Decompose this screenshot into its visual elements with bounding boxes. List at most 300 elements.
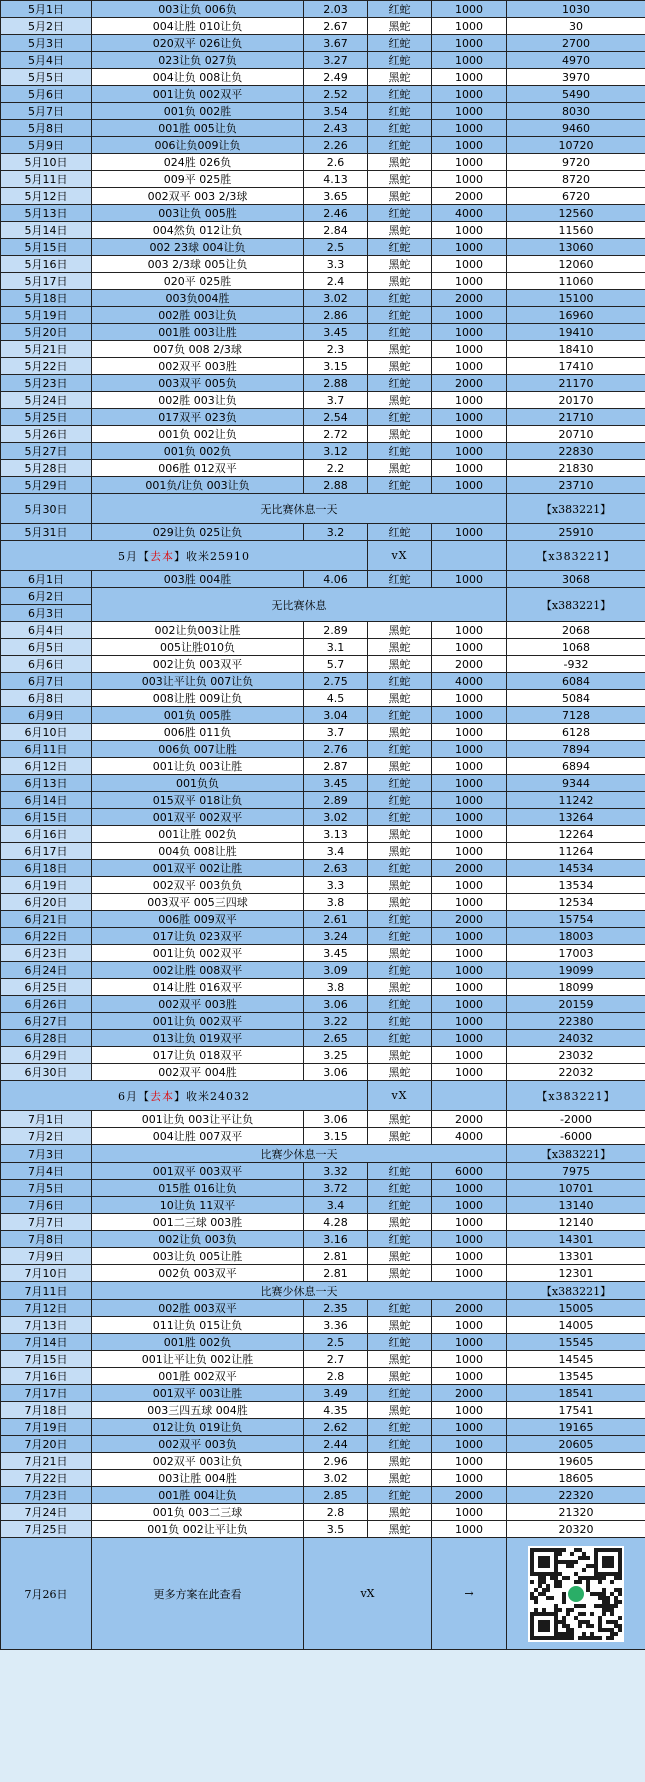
stake-cell: 1000 xyxy=(432,622,507,639)
result-type-cell: 红蛇 xyxy=(368,962,432,979)
odds-cell: 3.3 xyxy=(304,877,368,894)
win-row xyxy=(1,996,645,1013)
stake-cell: 1000 xyxy=(432,1351,507,1368)
match-cell: 002让胜 008双平 xyxy=(92,962,304,979)
total-cell: 7975 xyxy=(507,1163,645,1180)
total-cell: 13301 xyxy=(507,1248,645,1265)
match-cell: 003负004胜 xyxy=(92,290,304,307)
match-cell: 001负 002让平让负 xyxy=(92,1521,304,1538)
loss-row xyxy=(1,1248,645,1265)
win-row xyxy=(1,571,645,588)
stake-cell: 1000 xyxy=(432,392,507,409)
match-cell: 001负负 xyxy=(92,775,304,792)
result-type-cell: 黑蛇 xyxy=(368,690,432,707)
win-row xyxy=(1,524,645,541)
stake-cell: 1000 xyxy=(432,1504,507,1521)
win-row xyxy=(1,1487,645,1504)
odds-cell: 2.5 xyxy=(304,1334,368,1351)
win-row xyxy=(1,962,645,979)
total-cell: 20605 xyxy=(507,1436,645,1453)
loss-row xyxy=(1,69,645,86)
odds-cell: 2.89 xyxy=(304,622,368,639)
total-cell: 13545 xyxy=(507,1368,645,1385)
stake-cell: 2000 xyxy=(432,1111,507,1128)
summary-highlight: 去本 xyxy=(150,549,174,563)
total-cell: 19410 xyxy=(507,324,645,341)
result-type-cell: 红蛇 xyxy=(368,1385,432,1402)
odds-cell: 3.22 xyxy=(304,1013,368,1030)
odds-cell: 2.88 xyxy=(304,375,368,392)
date-cell: 6月25日 xyxy=(1,979,92,996)
win-row xyxy=(1,137,645,154)
rest-note-cell: 无比赛休息 xyxy=(92,588,507,622)
loss-row xyxy=(1,18,645,35)
stake-cell: 2000 xyxy=(432,188,507,205)
stake-cell: 1000 xyxy=(432,979,507,996)
match-cell: 006负 007让胜 xyxy=(92,741,304,758)
total-cell: 18605 xyxy=(507,1470,645,1487)
loss-row xyxy=(1,1453,645,1470)
date-cell: 6月18日 xyxy=(1,860,92,877)
odds-cell: 2.63 xyxy=(304,860,368,877)
date-cell: 5月6日 xyxy=(1,86,92,103)
match-cell: 001二三球 003胜 xyxy=(92,1214,304,1231)
odds-cell: 3.24 xyxy=(304,928,368,945)
match-cell: 002负 003双平 xyxy=(92,1265,304,1282)
date-cell: 7月18日 xyxy=(1,1402,92,1419)
total-cell: 12264 xyxy=(507,826,645,843)
stake-cell: 2000 xyxy=(432,290,507,307)
match-cell: 003让负 006负 xyxy=(92,1,304,18)
result-type-cell: 黑蛇 xyxy=(368,1248,432,1265)
match-cell: 002胜 003让负 xyxy=(92,307,304,324)
stake-cell: 1000 xyxy=(432,307,507,324)
match-cell: 001双平 002让胜 xyxy=(92,860,304,877)
odds-cell: 3.5 xyxy=(304,1521,368,1538)
win-row xyxy=(1,324,645,341)
total-cell: 11264 xyxy=(507,843,645,860)
total-cell: 22830 xyxy=(507,443,645,460)
date-cell: 7月5日 xyxy=(1,1180,92,1197)
footer-vx-cell: vX xyxy=(304,1538,432,1650)
result-type-cell: 黑蛇 xyxy=(368,460,432,477)
odds-cell: 2.62 xyxy=(304,1419,368,1436)
match-cell: 024胜 026负 xyxy=(92,154,304,171)
stake-cell: 1000 xyxy=(432,239,507,256)
match-cell: 002双平 003 2/3球 xyxy=(92,188,304,205)
odds-cell: 3.02 xyxy=(304,1470,368,1487)
match-cell: 002双平 003胜 xyxy=(92,996,304,1013)
stake-cell: 1000 xyxy=(432,358,507,375)
odds-cell: 2.6 xyxy=(304,154,368,171)
result-type-cell: 红蛇 xyxy=(368,1030,432,1047)
loss-row xyxy=(1,826,645,843)
total-cell: 21830 xyxy=(507,460,645,477)
total-cell: 11560 xyxy=(507,222,645,239)
footer-arrow-icon: → xyxy=(432,1538,507,1650)
win-row xyxy=(1,409,645,426)
match-cell: 003让胜 004胜 xyxy=(92,1470,304,1487)
total-cell: 15005 xyxy=(507,1300,645,1317)
match-cell: 003胜 004胜 xyxy=(92,571,304,588)
stake-cell: 1000 xyxy=(432,524,507,541)
odds-cell: 2.89 xyxy=(304,792,368,809)
match-cell: 002胜 003双平 xyxy=(92,1300,304,1317)
match-cell: 001双平 003双平 xyxy=(92,1163,304,1180)
loss-row xyxy=(1,460,645,477)
date-cell: 7月25日 xyxy=(1,1521,92,1538)
match-cell: 017双平 023负 xyxy=(92,409,304,426)
result-type-cell: 红蛇 xyxy=(368,443,432,460)
date-cell: 6月20日 xyxy=(1,894,92,911)
stake-cell: 6000 xyxy=(432,1163,507,1180)
stake-cell: 1000 xyxy=(432,69,507,86)
stake-cell: 1000 xyxy=(432,741,507,758)
rest-row xyxy=(1,494,645,524)
stake-cell: 1000 xyxy=(432,324,507,341)
stake-cell: 2000 xyxy=(432,860,507,877)
match-cell: 003双平 005三四球 xyxy=(92,894,304,911)
result-type-cell: 红蛇 xyxy=(368,928,432,945)
result-type-cell: 红蛇 xyxy=(368,673,432,690)
date-cell: 7月4日 xyxy=(1,1163,92,1180)
odds-cell: 3.15 xyxy=(304,358,368,375)
stake-cell: 1000 xyxy=(432,1047,507,1064)
loss-row xyxy=(1,426,645,443)
date-cell: 6月27日 xyxy=(1,1013,92,1030)
footer-date-cell: 7月26日 xyxy=(1,1538,92,1650)
qr-code-icon[interactable] xyxy=(528,1546,624,1642)
odds-cell: 3.8 xyxy=(304,979,368,996)
odds-cell: 2.49 xyxy=(304,69,368,86)
loss-row xyxy=(1,758,645,775)
odds-cell: 3.45 xyxy=(304,945,368,962)
result-type-cell: 黑蛇 xyxy=(368,154,432,171)
date-cell: 5月5日 xyxy=(1,69,92,86)
stake-cell: 1000 xyxy=(432,1317,507,1334)
result-type-cell: 黑蛇 xyxy=(368,341,432,358)
total-cell: 1030 xyxy=(507,1,645,18)
odds-cell: 3.45 xyxy=(304,324,368,341)
rest-date-cell: 7月3日 xyxy=(1,1145,92,1163)
stake-cell: 1000 xyxy=(432,1197,507,1214)
total-cell: 2068 xyxy=(507,622,645,639)
total-cell: 1068 xyxy=(507,639,645,656)
total-cell: 12534 xyxy=(507,894,645,911)
match-cell: 001胜 003让胜 xyxy=(92,324,304,341)
result-type-cell: 红蛇 xyxy=(368,1013,432,1030)
result-type-cell: 红蛇 xyxy=(368,239,432,256)
result-type-cell: 黑蛇 xyxy=(368,1402,432,1419)
total-cell: 6894 xyxy=(507,758,645,775)
odds-cell: 2.76 xyxy=(304,741,368,758)
month-summary-row xyxy=(1,541,645,571)
date-cell: 6月4日 xyxy=(1,622,92,639)
rest-date-cell: 6月3日 xyxy=(1,605,92,622)
date-cell: 5月31日 xyxy=(1,524,92,541)
odds-cell: 2.87 xyxy=(304,758,368,775)
stake-cell: 1000 xyxy=(432,273,507,290)
win-row xyxy=(1,1197,645,1214)
odds-cell: 3.65 xyxy=(304,188,368,205)
total-cell: 25910 xyxy=(507,524,645,541)
match-cell: 001负 002负 xyxy=(92,443,304,460)
total-cell: 5084 xyxy=(507,690,645,707)
date-cell: 6月13日 xyxy=(1,775,92,792)
rest-row xyxy=(1,588,645,605)
loss-row xyxy=(1,979,645,996)
total-cell: 12060 xyxy=(507,256,645,273)
date-cell: 5月7日 xyxy=(1,103,92,120)
loss-row xyxy=(1,1368,645,1385)
odds-cell: 3.4 xyxy=(304,1197,368,1214)
total-cell: 18410 xyxy=(507,341,645,358)
odds-cell: 2.2 xyxy=(304,460,368,477)
odds-cell: 4.5 xyxy=(304,690,368,707)
date-cell: 6月19日 xyxy=(1,877,92,894)
win-row xyxy=(1,1300,645,1317)
odds-cell: 2.61 xyxy=(304,911,368,928)
date-cell: 5月22日 xyxy=(1,358,92,375)
total-cell: 8720 xyxy=(507,171,645,188)
result-type-cell: 红蛇 xyxy=(368,860,432,877)
contact-code-cell: 【x383221】 xyxy=(507,494,645,524)
match-cell: 004负 008让胜 xyxy=(92,843,304,860)
win-row xyxy=(1,809,645,826)
match-cell: 003双平 005负 xyxy=(92,375,304,392)
total-cell: 12140 xyxy=(507,1214,645,1231)
stake-cell: 1000 xyxy=(432,341,507,358)
odds-cell: 3.49 xyxy=(304,1385,368,1402)
stake-cell: 4000 xyxy=(432,205,507,222)
total-cell: 23710 xyxy=(507,477,645,494)
date-cell: 6月7日 xyxy=(1,673,92,690)
date-cell: 7月23日 xyxy=(1,1487,92,1504)
result-type-cell: 黑蛇 xyxy=(368,392,432,409)
result-type-cell: 红蛇 xyxy=(368,775,432,792)
total-cell: 7894 xyxy=(507,741,645,758)
total-cell: 21320 xyxy=(507,1504,645,1521)
win-row xyxy=(1,775,645,792)
match-cell: 012让负 019让负 xyxy=(92,1419,304,1436)
win-row xyxy=(1,103,645,120)
loss-row xyxy=(1,1111,645,1128)
result-type-cell: 黑蛇 xyxy=(368,1504,432,1521)
odds-cell: 3.06 xyxy=(304,1064,368,1081)
match-cell: 003三四五球 004胜 xyxy=(92,1402,304,1419)
total-cell: 12301 xyxy=(507,1265,645,1282)
win-row xyxy=(1,1,645,18)
loss-row xyxy=(1,1504,645,1521)
loss-row xyxy=(1,877,645,894)
total-cell: 9720 xyxy=(507,154,645,171)
stake-cell: 1000 xyxy=(432,222,507,239)
match-cell: 007负 008 2/3球 xyxy=(92,341,304,358)
result-type-cell: 黑蛇 xyxy=(368,426,432,443)
match-cell: 003 2/3球 005让负 xyxy=(92,256,304,273)
date-cell: 5月19日 xyxy=(1,307,92,324)
stake-cell: 1000 xyxy=(432,1248,507,1265)
result-type-cell: 红蛇 xyxy=(368,571,432,588)
loss-row xyxy=(1,656,645,673)
odds-cell: 3.06 xyxy=(304,996,368,1013)
total-cell: -2000 xyxy=(507,1111,645,1128)
match-cell: 002双平 003负负 xyxy=(92,877,304,894)
vx-label-cell: vX xyxy=(368,1081,432,1111)
odds-cell: 3.7 xyxy=(304,392,368,409)
stake-cell: 1000 xyxy=(432,1419,507,1436)
loss-row xyxy=(1,188,645,205)
win-row xyxy=(1,1180,645,1197)
date-cell: 5月16日 xyxy=(1,256,92,273)
contact-code-cell: 【x383221】 xyxy=(507,1081,645,1111)
odds-cell: 3.3 xyxy=(304,256,368,273)
stake-cell: 2000 xyxy=(432,911,507,928)
odds-cell: 2.81 xyxy=(304,1248,368,1265)
stake-cell: 1000 xyxy=(432,103,507,120)
win-row xyxy=(1,1030,645,1047)
total-cell: 8030 xyxy=(507,103,645,120)
match-cell: 002胜 003让负 xyxy=(92,392,304,409)
result-type-cell: 黑蛇 xyxy=(368,1111,432,1128)
win-row xyxy=(1,673,645,690)
date-cell: 7月13日 xyxy=(1,1317,92,1334)
contact-code-cell: 【x383221】 xyxy=(507,1145,645,1163)
match-cell: 003让负 005胜 xyxy=(92,205,304,222)
vx-label-cell: vX xyxy=(368,541,432,571)
match-cell: 004让胜 010让负 xyxy=(92,18,304,35)
result-type-cell: 黑蛇 xyxy=(368,273,432,290)
date-cell: 6月8日 xyxy=(1,690,92,707)
stake-cell: 1000 xyxy=(432,409,507,426)
total-cell: 15754 xyxy=(507,911,645,928)
odds-cell: 5.7 xyxy=(304,656,368,673)
result-type-cell: 红蛇 xyxy=(368,52,432,69)
odds-cell: 3.25 xyxy=(304,1047,368,1064)
date-cell: 5月14日 xyxy=(1,222,92,239)
match-cell: 001负 005胜 xyxy=(92,707,304,724)
date-cell: 6月16日 xyxy=(1,826,92,843)
match-cell: 001胜 005让负 xyxy=(92,120,304,137)
result-type-cell: 红蛇 xyxy=(368,307,432,324)
stake-cell: 1000 xyxy=(432,1013,507,1030)
stake-cell: 1000 xyxy=(432,809,507,826)
odds-cell: 4.28 xyxy=(304,1214,368,1231)
stake-cell: 1000 xyxy=(432,1064,507,1081)
match-cell: 017让负 018双平 xyxy=(92,1047,304,1064)
blank-cell xyxy=(432,541,507,571)
month-summary-cell xyxy=(1,541,368,571)
stake-cell: 1000 xyxy=(432,1368,507,1385)
odds-cell: 3.1 xyxy=(304,639,368,656)
match-cell: 020平 025胜 xyxy=(92,273,304,290)
result-type-cell: 红蛇 xyxy=(368,707,432,724)
total-cell: 2700 xyxy=(507,35,645,52)
match-cell: 001双平 002双平 xyxy=(92,809,304,826)
loss-row xyxy=(1,222,645,239)
result-type-cell: 黑蛇 xyxy=(368,18,432,35)
win-row xyxy=(1,52,645,69)
stake-cell: 1000 xyxy=(432,137,507,154)
odds-cell: 2.8 xyxy=(304,1504,368,1521)
stake-cell: 1000 xyxy=(432,894,507,911)
match-cell: 001负 002胜 xyxy=(92,103,304,120)
stake-cell: 1000 xyxy=(432,1180,507,1197)
total-cell: 13264 xyxy=(507,809,645,826)
date-cell: 7月14日 xyxy=(1,1334,92,1351)
match-cell: 015双平 018让负 xyxy=(92,792,304,809)
odds-cell: 2.67 xyxy=(304,18,368,35)
loss-row xyxy=(1,171,645,188)
odds-cell: 4.13 xyxy=(304,171,368,188)
odds-cell: 2.54 xyxy=(304,409,368,426)
win-row xyxy=(1,375,645,392)
loss-row xyxy=(1,1402,645,1419)
match-cell: 001负/让负 003让负 xyxy=(92,477,304,494)
match-cell: 002双平 003负 xyxy=(92,1436,304,1453)
match-cell: 029让负 025让负 xyxy=(92,524,304,541)
stake-cell: 4000 xyxy=(432,1128,507,1145)
win-row xyxy=(1,86,645,103)
loss-row xyxy=(1,945,645,962)
total-cell: 30 xyxy=(507,18,645,35)
stake-cell: 1000 xyxy=(432,1265,507,1282)
odds-cell: 2.96 xyxy=(304,1453,368,1470)
win-row xyxy=(1,290,645,307)
date-cell: 6月6日 xyxy=(1,656,92,673)
match-cell: 003让平让负 007让负 xyxy=(92,673,304,690)
total-cell: 17541 xyxy=(507,1402,645,1419)
loss-row xyxy=(1,724,645,741)
odds-cell: 3.09 xyxy=(304,962,368,979)
stake-cell: 1000 xyxy=(432,724,507,741)
total-cell: 18003 xyxy=(507,928,645,945)
stake-cell: 1000 xyxy=(432,1436,507,1453)
match-cell: 004然负 012让负 xyxy=(92,222,304,239)
stake-cell: 1000 xyxy=(432,443,507,460)
odds-cell: 3.02 xyxy=(304,809,368,826)
date-cell: 6月22日 xyxy=(1,928,92,945)
stake-cell: 1000 xyxy=(432,1521,507,1538)
summary-total: 】收米25910 xyxy=(174,549,250,563)
stake-cell: 1000 xyxy=(432,1402,507,1419)
win-row xyxy=(1,1419,645,1436)
month-summary-row xyxy=(1,1081,645,1111)
result-type-cell: 黑蛇 xyxy=(368,758,432,775)
result-type-cell: 红蛇 xyxy=(368,1231,432,1248)
stake-cell: 1000 xyxy=(432,171,507,188)
odds-cell: 2.86 xyxy=(304,307,368,324)
loss-row xyxy=(1,1064,645,1081)
date-cell: 5月23日 xyxy=(1,375,92,392)
date-cell: 6月5日 xyxy=(1,639,92,656)
total-cell: 6720 xyxy=(507,188,645,205)
total-cell: 17003 xyxy=(507,945,645,962)
stake-cell: 1000 xyxy=(432,1453,507,1470)
rest-note-cell: 比赛少休息一天 xyxy=(92,1145,507,1163)
total-cell: 19605 xyxy=(507,1453,645,1470)
odds-cell: 3.8 xyxy=(304,894,368,911)
result-type-cell: 红蛇 xyxy=(368,35,432,52)
total-cell: 15545 xyxy=(507,1334,645,1351)
date-cell: 6月10日 xyxy=(1,724,92,741)
date-cell: 7月19日 xyxy=(1,1419,92,1436)
stake-cell: 4000 xyxy=(432,673,507,690)
total-cell: 19099 xyxy=(507,962,645,979)
stake-cell: 1000 xyxy=(432,154,507,171)
odds-cell: 2.3 xyxy=(304,341,368,358)
date-cell: 6月21日 xyxy=(1,911,92,928)
